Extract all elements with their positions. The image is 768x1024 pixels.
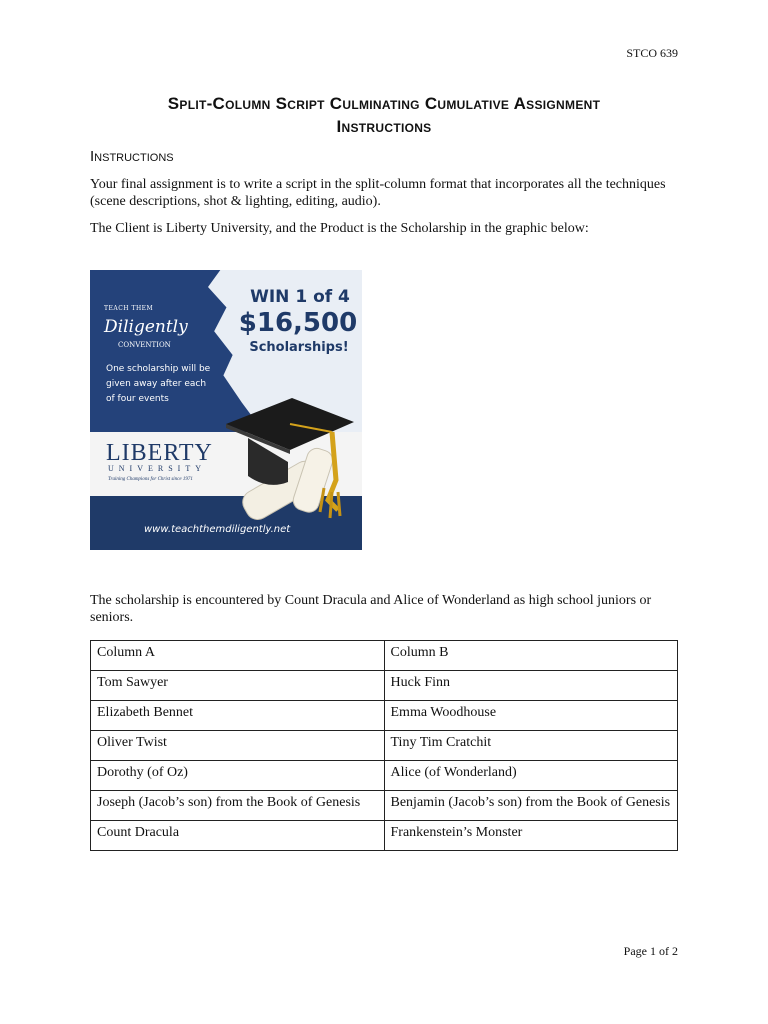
table-row xyxy=(91,701,678,731)
graphic-scholarships: Scholarships! xyxy=(249,340,349,355)
scholarship-graphic xyxy=(90,270,362,550)
title-line-1: Split-Column Script Culminating Cumulative Assignment xyxy=(167,94,601,113)
paragraph-assignment: Your final assignment is to write a script in the split-column format that incorporates all the techniques (scene descriptions, shot & lighting, editing, audio). xyxy=(90,177,666,209)
paragraph-client: The Client is Liberty University, and the Product is the Scholarship in the graphic below: xyxy=(90,221,589,236)
table-cell: Oliver Twist xyxy=(91,731,385,761)
table-cell: Dorothy (of Oz) xyxy=(91,761,385,791)
table-cell: Frankenstein’s Monster xyxy=(384,821,678,851)
giveaway-line-1: One scholarship will be xyxy=(106,364,211,374)
table-row xyxy=(91,791,678,821)
liberty-motto: Training Champions for Christ since 1971 xyxy=(108,477,193,482)
table-cell: Column B xyxy=(384,641,678,671)
graphic-giveaway-text xyxy=(106,362,226,407)
table-row xyxy=(91,761,678,791)
table-row xyxy=(91,671,678,701)
table-cell: Tiny Tim Cratchit xyxy=(384,731,678,761)
table-cell: Tom Sawyer xyxy=(91,671,385,701)
course-code: STCO 639 xyxy=(626,46,678,60)
table-cell: Emma Woodhouse xyxy=(384,701,678,731)
paragraph-scenario: The scholarship is encountered by Count Dracula and Alice of Wonderland as high school juniors or seniors. xyxy=(90,593,652,625)
graphic-win-text: WIN 1 of 4 xyxy=(250,287,350,307)
giveaway-line-3: of four events xyxy=(106,394,169,404)
table-cell: Joseph (Jacob’s son) from the Book of Genesis xyxy=(91,791,385,821)
graduation-cap-icon xyxy=(220,380,360,530)
section-heading: Instructions xyxy=(90,148,174,165)
table-cell: Elizabeth Bennet xyxy=(91,701,385,731)
logo-convention: CONVENTION xyxy=(118,341,171,349)
graphic-amount: $16,500 xyxy=(238,308,358,338)
convention-logo xyxy=(104,300,192,354)
logo-diligently: Diligently xyxy=(104,317,188,337)
document-title xyxy=(90,92,678,138)
table-row xyxy=(91,731,678,761)
table-cell: Column A xyxy=(91,641,385,671)
table-cell: Alice (of Wonderland) xyxy=(384,761,678,791)
liberty-logo-text: LIBERTY xyxy=(106,440,213,466)
table-cell: Benjamin (Jacob’s son) from the Book of Genesis xyxy=(384,791,678,821)
character-table xyxy=(90,640,678,851)
table-row xyxy=(91,641,678,671)
title-line-2: Instructions xyxy=(336,117,432,136)
logo-teach-them: TEACH THEM xyxy=(104,305,154,312)
university-text: UNIVERSITY xyxy=(108,464,206,473)
table-cell: Count Dracula xyxy=(91,821,385,851)
giveaway-line-2: given away after each xyxy=(106,379,207,389)
graphic-url: www.teachthemdiligently.net xyxy=(144,524,291,535)
table-row xyxy=(91,821,678,851)
page-number: Page 1 of 2 xyxy=(623,944,678,958)
table-cell: Huck Finn xyxy=(384,671,678,701)
